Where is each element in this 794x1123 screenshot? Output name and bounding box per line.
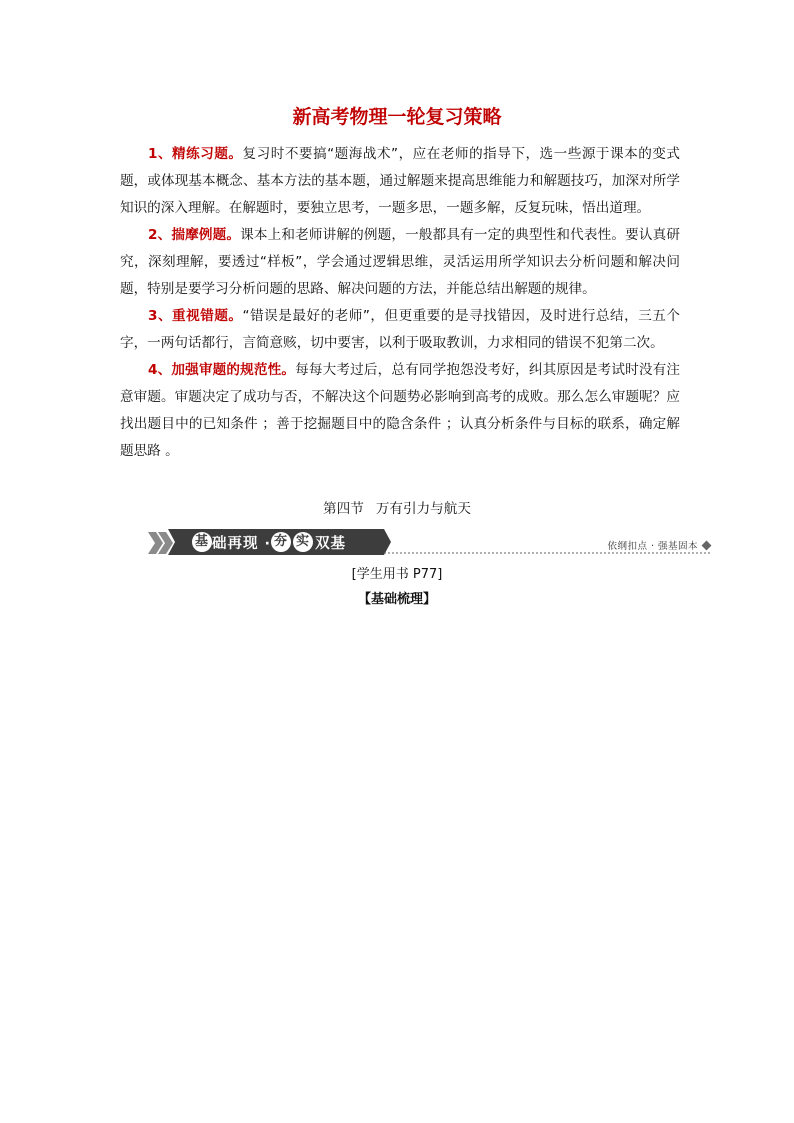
paragraph-lead: 4、加强审题的规范性。	[148, 362, 296, 378]
subheading: 【基础梳理】	[357, 592, 436, 607]
paragraph-lead: 3、重视错题。	[148, 308, 243, 324]
page-title: 新高考物理一轮复习策略	[292, 106, 502, 128]
strategy-paragraph-4	[120, 357, 680, 465]
paragraph-text: 复习时不要搞“题海战术”，应在老师的指导下，选一些源于课本的变式题，或体现基本概念、基本方法的基本题，通过解题来提高思维能力和解题技巧，加深对所学知识的深入理解。在解题时，要独立思考，一题多思，一题多解，反复玩味，悟出道理。	[120, 146, 680, 216]
section-name: 万有引力与航天	[375, 501, 471, 517]
banner-text-segment: 双基	[315, 535, 347, 552]
section-title	[0, 497, 794, 517]
paragraph-text: 每每大考过后，总有同学抱怨没考好，纠其原因是考试时没有注意审题。审题决定了成功与否，不解决这个问题势必影响到高考的成败。那么怎么审题呢？应找出题目中的已知条件 ；善于挖掘题目中的隐含条件 ；认真分析条件与目标的联系，确定解题思路 。	[120, 362, 680, 459]
banner-tagline: 依纲扣点 · 强基固本	[607, 541, 698, 552]
banner-circle-char: 基	[192, 532, 212, 552]
section-number: 第四节	[323, 501, 364, 517]
strategy-paragraph-3	[120, 303, 680, 357]
paragraph-lead: 1、精练习题。	[148, 146, 243, 162]
paragraph-text: “错误是最好的老师”，但更重要的是寻找错因，及时进行总结，三五个字，一两句话都行，言简意赅，切中要害，以利于吸取教训，力求相同的错误不犯第二次。	[120, 308, 680, 351]
paragraph-lead: 2、揣摩例题。	[148, 227, 241, 243]
strategy-paragraph-1	[120, 141, 680, 222]
section-banner	[148, 529, 712, 557]
banner-circle-char: 夯	[271, 532, 291, 552]
strategy-paragraph-2	[120, 222, 680, 303]
banner-text-segment: 础再现 ·	[212, 535, 272, 552]
book-reference: [学生用书 P77]	[351, 567, 443, 582]
banner-circle-char: 实	[293, 532, 313, 552]
paragraph-text: 课本上和老师讲解的例题，一般都具有一定的典型性和代表性。要认真研究，深刻理解，要透过“样板”，学会通过逻辑思维，灵活运用所学知识去分析问题和解决问题，特别是要学习分析问题的思路、解决问题的方法，并能总结出解题的规律。	[120, 227, 680, 297]
banner-label	[192, 529, 346, 555]
